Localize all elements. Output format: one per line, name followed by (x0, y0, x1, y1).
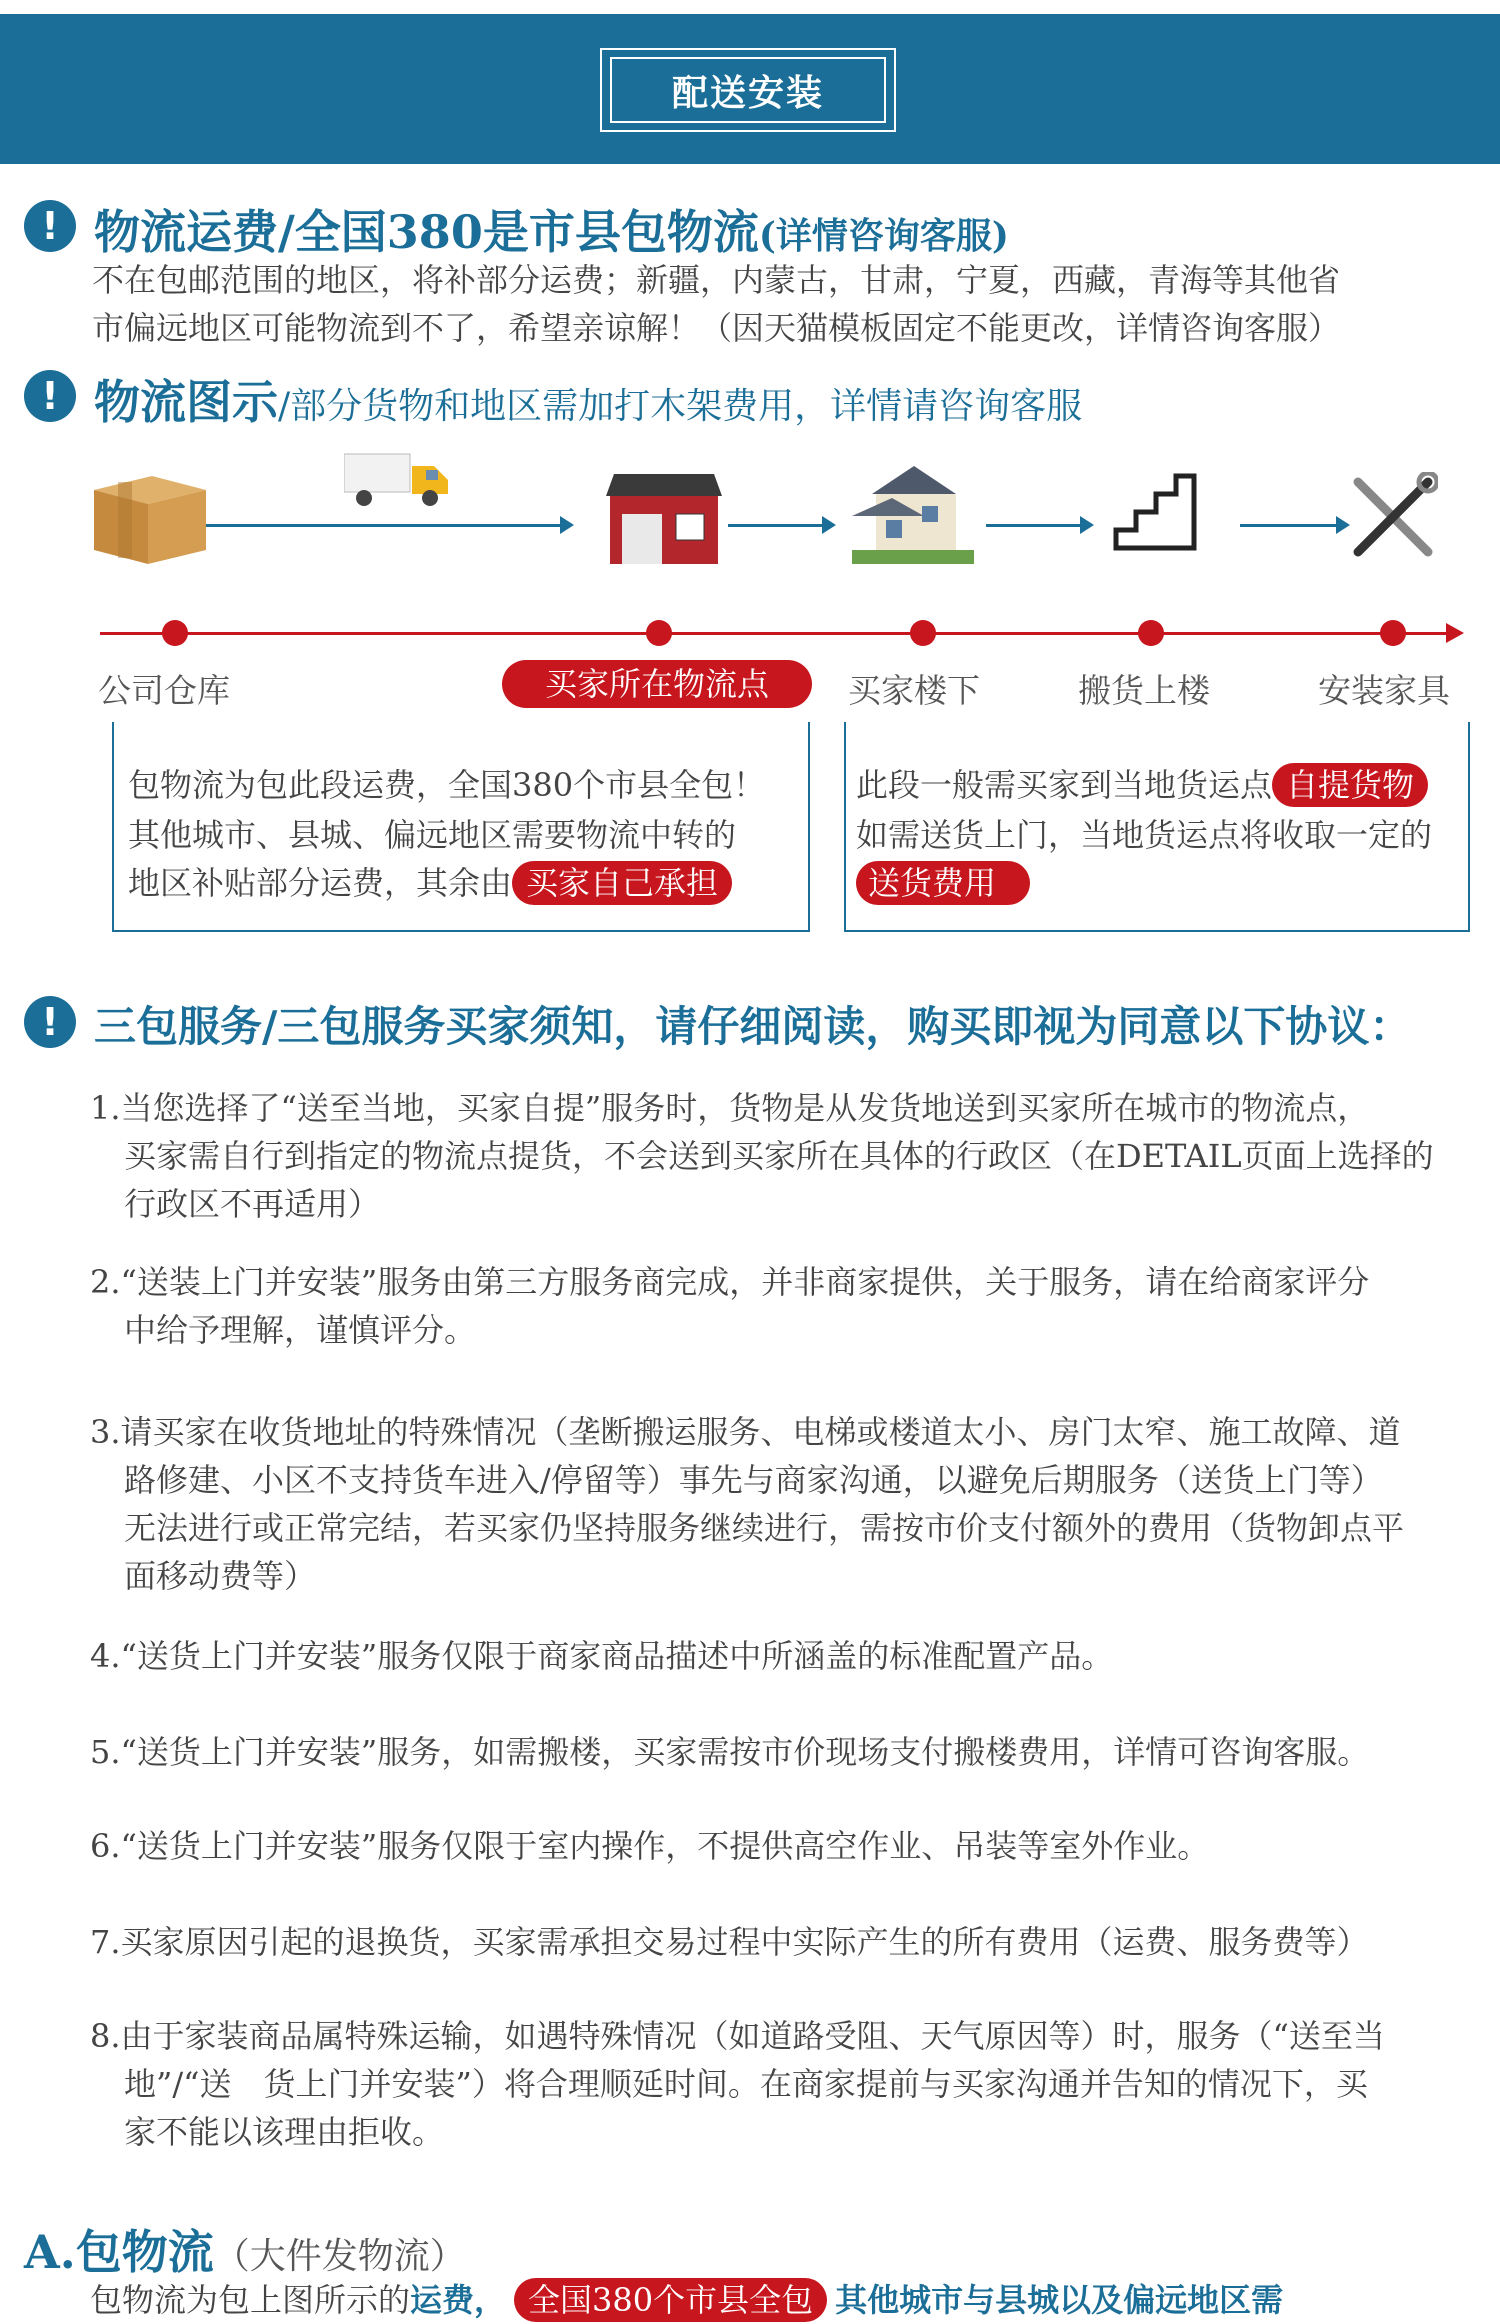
exclamation-icon: ! (24, 996, 76, 1048)
highlight-badge: 送货费用 (856, 861, 1030, 905)
header-banner (0, 14, 1500, 164)
section-a-subtitle: （大件发物流） (213, 2236, 466, 2277)
section-title-logistics-diagram (94, 366, 1082, 432)
warranty-term-line: 6.“送货上门并安装”服务仅限于室内操作，不提供高空作业、吊装等室外作业。 (90, 1827, 1210, 1865)
stop-downstairs: 买家楼下 (848, 671, 980, 710)
exclamation-icon: ! (24, 370, 76, 422)
shipping-note-line-2: 市偏远地区可能物流到不了，希望亲谅解！（因天猫模板固定不能更改，详情咨询客服） (92, 309, 1341, 347)
timeline-dot (646, 620, 672, 646)
stop-carry-upstairs: 搬货上楼 (1078, 671, 1210, 710)
info-box-pickup-line-3 (856, 858, 1030, 908)
info-box-pickup-line-1 (856, 760, 1428, 810)
truck-icon (344, 452, 454, 508)
section-a-heading (24, 2216, 466, 2282)
warranty-term-line: 7.买家原因引起的退换货，买家需承担交易过程中实际产生的所有费用（运费、服务费等） (90, 1923, 1369, 1961)
section-a-emphasis: 运费， (410, 2281, 507, 2319)
warranty-term-line: 无法进行或正常完结，若买家仍坚持服务继续进行，需按市价支付额外的费用（货物卸点平 (124, 1509, 1405, 1547)
info-box-text: 此段一般需买家到当地货运点 (856, 766, 1273, 804)
section-title-text: 物流运费/全国380是市县包物流 (94, 205, 759, 259)
warranty-term-line: 1.当您选择了“送至当地，买家自提”服务时，货物是从发货地送到买家所在城市的物流点， (90, 1089, 1370, 1127)
stop-company-warehouse: 公司仓库 (98, 671, 230, 710)
flow-arrow (206, 524, 570, 527)
flow-arrow (986, 524, 1090, 527)
house-icon (852, 466, 974, 564)
info-box-logistics-line-2: 其他城市、县城、偏远地区需要物流中转的 (128, 816, 737, 854)
info-box-pickup-line-2: 如需送货上门，当地货运点将收取一定的 (856, 816, 1433, 854)
warranty-term-line: 行政区不再适用） (124, 1185, 381, 1223)
warranty-term-line: 5.“送货上门并安装”服务，如需搬楼，买家需按市价现场支付搬楼费用，详情可咨询客服。 (90, 1733, 1370, 1771)
warranty-term-line: 路修建、小区不支持货车进入/停留等）事先与商家沟通，以避免后期服务（送货上门等） (124, 1461, 1383, 1499)
warranty-term-line: 中给予理解，谨慎评分。 (124, 1311, 477, 1349)
warranty-term-line: 家不能以该理由拒收。 (124, 2113, 445, 2151)
info-box-logistics-line-3 (128, 858, 732, 908)
stop-buyer-logistics-point: 买家所在物流点 (502, 660, 812, 708)
flow-arrow (1240, 524, 1346, 527)
warranty-term-line: 8.由于家装商品属特殊运输，如遇特殊情况（如道路受阻、天气原因等）时，服务（“送至当 (90, 2017, 1385, 2055)
section-a-description (90, 2276, 1283, 2324)
warranty-term-line: 地”/“送 货上门并安装”）将合理顺延时间。在商家提前与买家沟通并告知的情况下，买 (124, 2065, 1368, 2103)
warranty-term-line: 面移动费等） (124, 1557, 317, 1595)
banner-title-frame (600, 48, 896, 132)
highlight-badge: 自提货物 (1272, 763, 1428, 807)
highlight-badge: 买家自己承担 (512, 861, 732, 905)
timeline-dot (162, 620, 188, 646)
store-icon (606, 474, 722, 564)
highlight-badge: 全国380个市县全包 (514, 2278, 827, 2322)
section-title-sub: /部分货物和地区需加打木架费用，详情请咨询客服 (278, 386, 1083, 427)
stop-install-furniture: 安装家具 (1318, 671, 1450, 710)
flow-arrow (728, 524, 832, 527)
tools-icon (1348, 472, 1438, 562)
warranty-term-line: 4.“送货上门并安装”服务仅限于商家商品描述中所涵盖的标准配置产品。 (90, 1637, 1114, 1675)
timeline-dot (1380, 620, 1406, 646)
box-icon (94, 468, 206, 564)
warranty-term-line: 买家需自行到指定的物流点提货，不会送到买家所在具体的行政区（在DETAIL页面上选择的 (124, 1137, 1434, 1175)
stairs-icon (1112, 472, 1198, 552)
warranty-term-line: 2.“送装上门并安装”服务由第三方服务商完成，并非商家提供，关于服务，请在给商家评分 (90, 1263, 1370, 1301)
section-title-shipping (94, 196, 1009, 262)
shipping-note-line-1: 不在包邮范围的地区，将补部分运费；新疆，内蒙古，甘肃，宁夏，西藏，青海等其他省 (92, 261, 1341, 299)
info-box-logistics-line-1: 包物流为包此段运费，全国380个市县全包！ (128, 766, 766, 804)
exclamation-icon: ! (24, 200, 76, 252)
section-title-text: 物流图示 (94, 375, 278, 429)
section-a-text: 包物流为包上图所示的 (90, 2281, 411, 2319)
warranty-term-line: 3.请买家在收货地址的特殊情况（垄断搬运服务、电梯或楼道太小、房门太窄、施工故障、道 (90, 1413, 1401, 1451)
info-box-text: 地区补贴部分运费，其余由 (128, 864, 513, 902)
banner-title: 配送安装 (610, 57, 886, 123)
section-title-note: (详情咨询客服) (758, 215, 1009, 257)
timeline-line (100, 632, 1460, 635)
timeline-dot (1138, 620, 1164, 646)
section-a-emphasis: 其他城市与县城以及偏远地区需 (835, 2281, 1284, 2319)
section-title-warranty: 三包服务/三包服务买家须知，请仔细阅读，购买即视为同意以下协议： (94, 1002, 1412, 1051)
section-a-title: A.包物流 (24, 2225, 214, 2279)
timeline-dot (910, 620, 936, 646)
